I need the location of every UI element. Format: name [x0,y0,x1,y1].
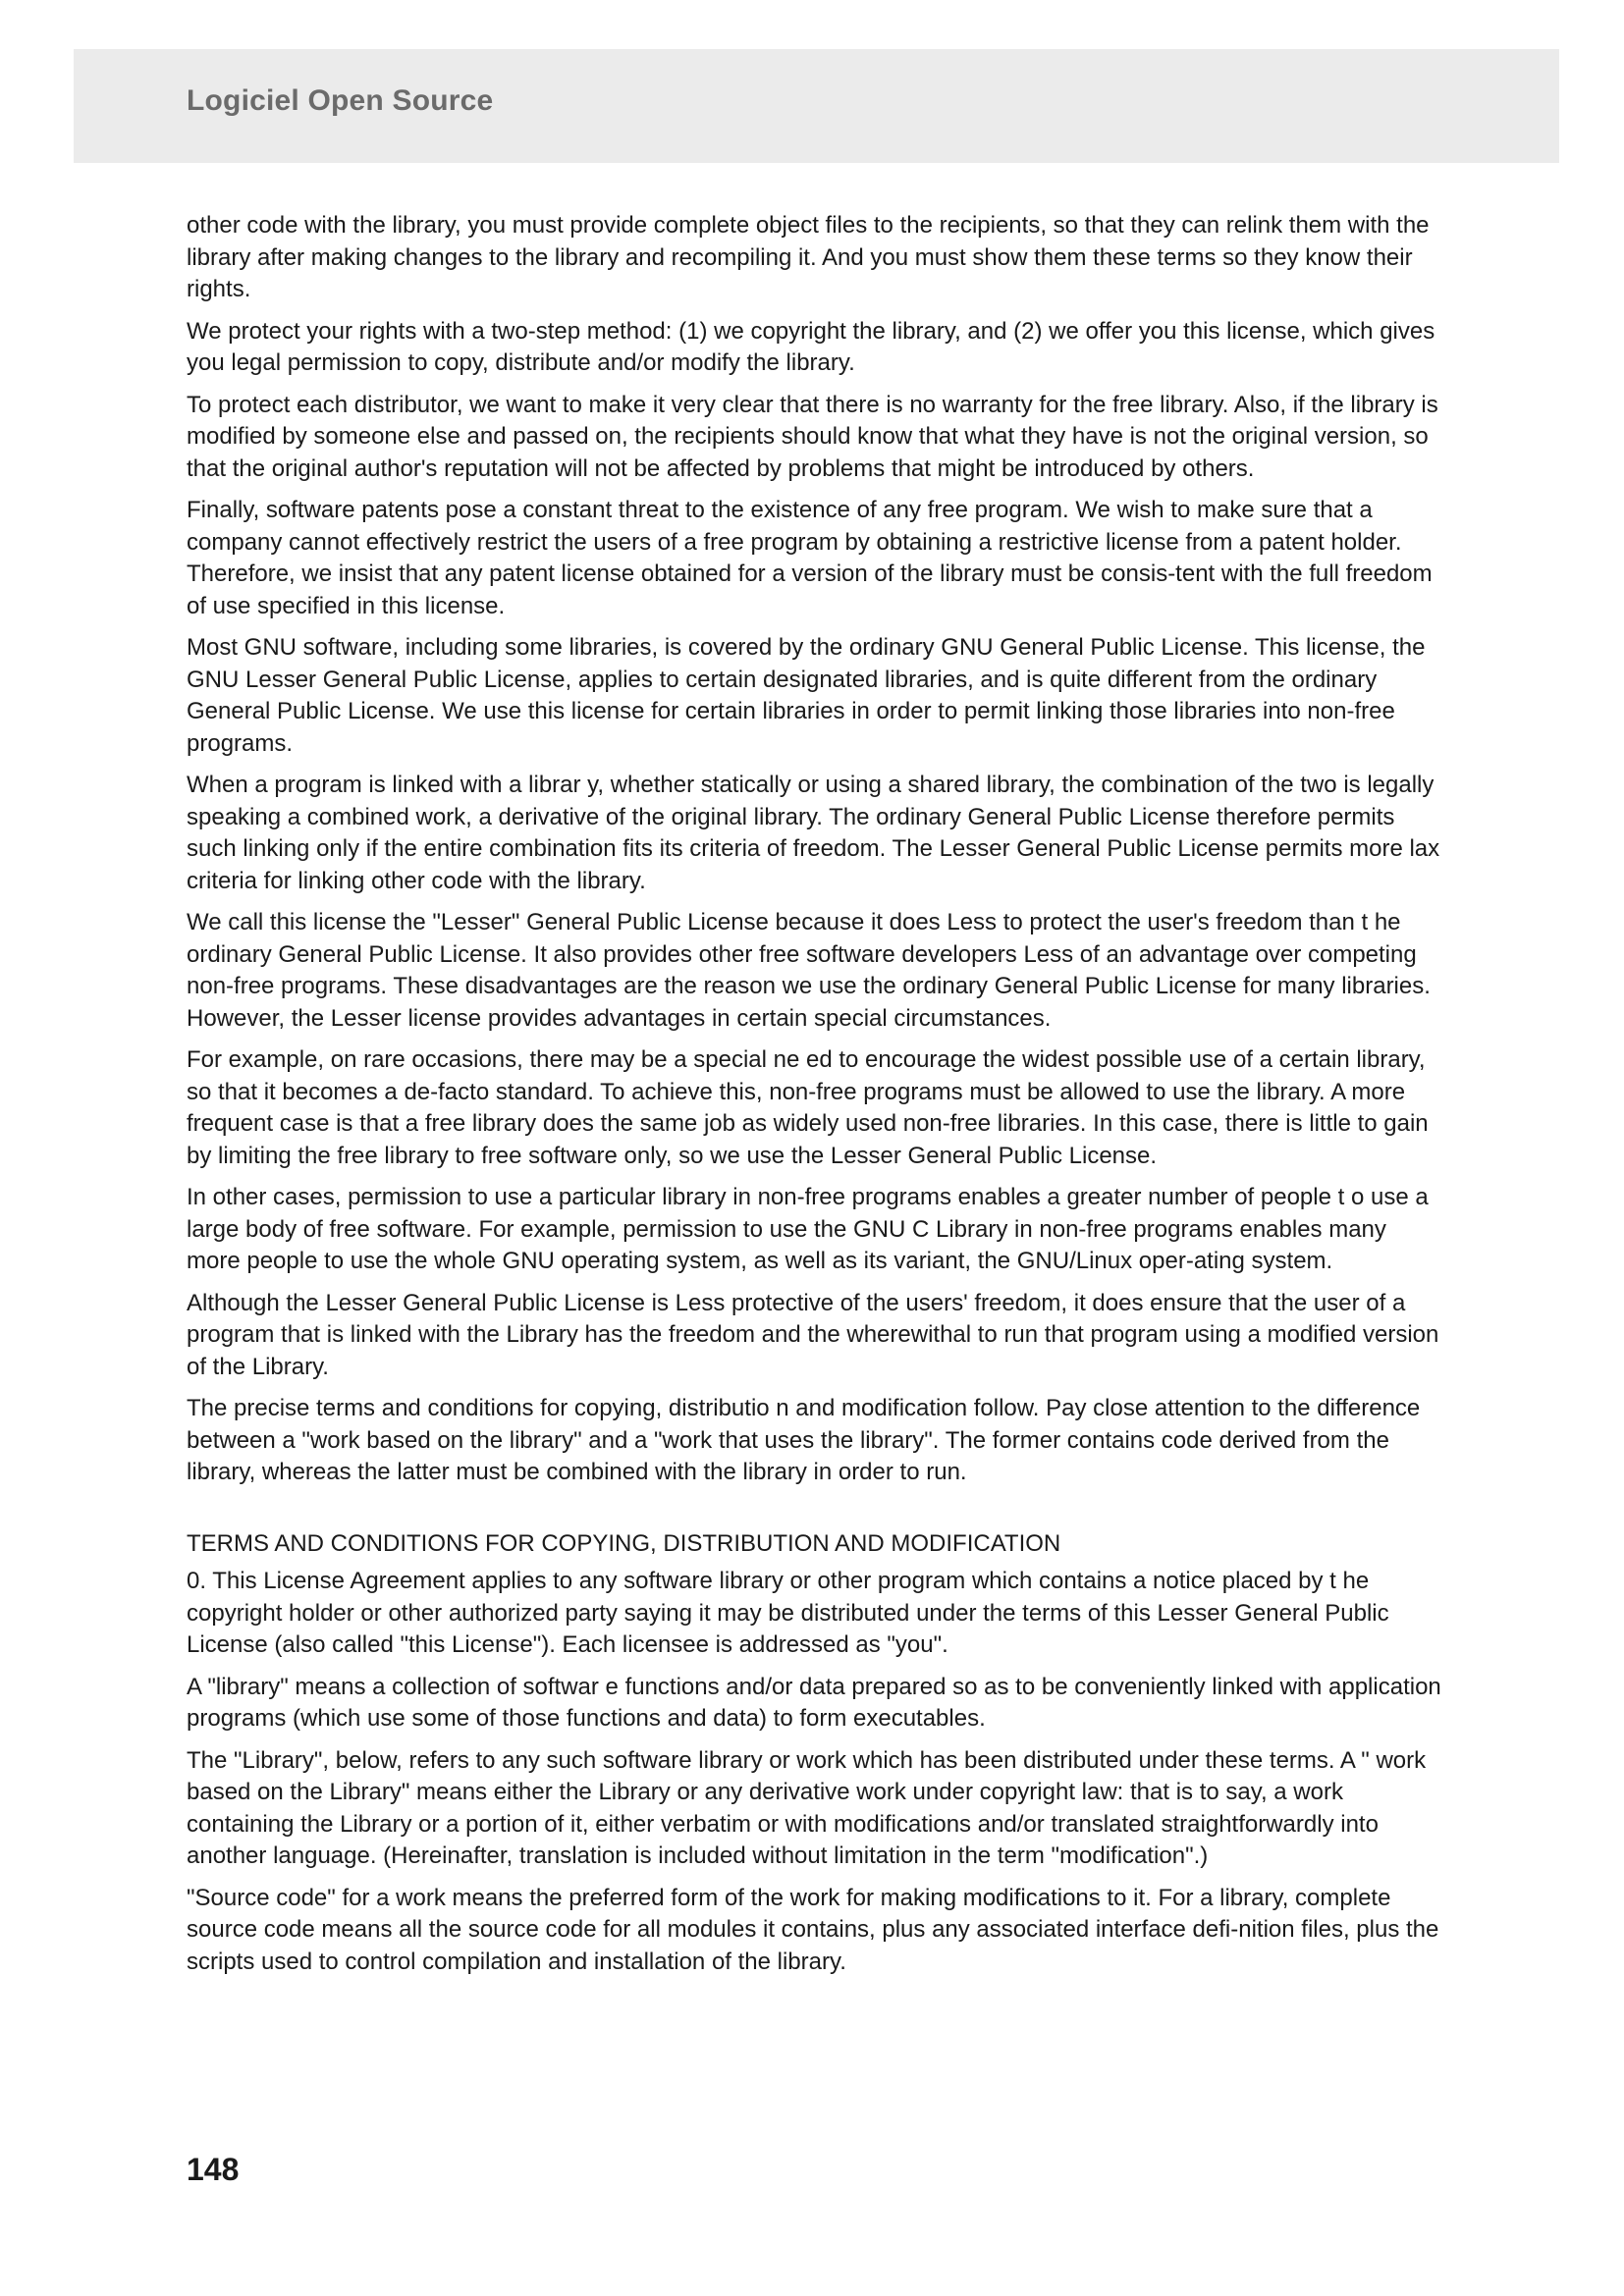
paragraph: 0. This License Agreement applies to any software library or other program which contains a notice placed by t he copyright holder or other authorized party saying it may be distributed under the terms of this Lesser General Public License (also called "this License"). Each licensee is addressed as "you". [187,1568,1389,1658]
paragraph: In other cases, permission to use a particular library in non-free programs enables a greater number of people t o use a large body of free software. For example, permission to use the GNU C Library in non-free programs enables many more people to use the whole GNU operating system, as well as its variant, the GNU/Linux oper-ating system. [187,1184,1429,1274]
paragraph: Most GNU software, including some libraries, is covered by the ordinary GNU General Public License. This license, the GNU Lesser General Public License, applies to certain designated libraries, and is quite different from the ordinary General Public License. We use this license for certain libraries in order to permit linking those libraries into non-free programs. [187,634,1426,757]
paragraph: Although the Lesser General Public License is Less protective of the users' freedom, it does ensure that the user of a program that is linked with the Library has the freedom and the wherewithal to run that program using a modified version of the Library. [187,1289,1439,1380]
paragraph: Finally, software patents pose a constant threat to the existence of any free program. We wish to make sure that a company cannot effectively restrict the users of a free program by obtaining a restrictive license from a patent holder. Therefore, we insist that any patent license obtained for a version of the library must be consis-tent with the full freedom of use specified in this license. [187,497,1433,619]
paragraph: When a program is linked with a librar y, whether statically or using a shared library, the combination of the two is legally speaking a combined work, a derivative of the original library. The ordinary General Public License therefore permits such linking only if the entire combination fits its criteria of freedom. The Lesser General Public License permits more lax criteria for linking other code with the library. [187,772,1440,894]
page-number: 148 [187,2152,240,2187]
page-header [74,49,1559,163]
paragraph: The "Library", below, refers to any such software library or work which has been distributed under these terms. A " work based on the Library" means either the Library or any derivative work under copyright law: that is to say, a work containing the Library or a portion of it, either verbatim or with modifications and/or translated straightforwardly into another language. (Hereinafter, translation is included without limitation in the term "modification".) [187,1746,1427,1869]
section-heading: TERMS AND CONDITIONS FOR COPYING, DISTRIBUTION AND MODIFICATION [187,1529,1061,1557]
paragraph: "Source code" for a work means the preferred form of the work for making modifications to it. For a library, complete source code means all the source code for all modules it contains, plus any associated interface defi-nition files, plus the scripts used to control compilation and installation of the library. [187,1884,1439,1975]
header-title: Logiciel Open Source [187,84,494,117]
paragraph: The precise terms and conditions for copying, distributio n and modification follow. Pay close attention to the difference between a "work based on the library" and a "work that uses the library". The former contains code derived from the library, whereas the latter must be combined with the library in order to run. [187,1395,1421,1485]
paragraph: A "library" means a collection of softwar e functions and/or data prepared so as to be conveniently linked with application programs (which use some of those functions and data) to form executables. [187,1673,1441,1732]
paragraph: For example, on rare occasions, there may be a special ne ed to encourage the widest possible use of a certain library, so that it becomes a de-facto standard. To achieve this, non-free programs must be allowed to use the library. A more frequent case is that a free library does the same job as widely used non-free libraries. In this case, there is little to gain by limiting the free library to free software only, so we use the Lesser General Public License. [187,1046,1429,1169]
document-body [187,210,1443,1988]
paragraph: To protect each distributor, we want to make it very clear that there is no warranty for the free library. Also, if the library is modified by someone else and passed on, the recipients should know that what they have is not the original version, so that the original author's reputation will not be affected by problems that might be introduced by others. [187,391,1438,482]
paragraph: other code with the library, you must provide complete object files to the recipients, so that they can relink them with the library after making changes to the library and recompiling it. And you must show them these terms so they know their rights. [187,212,1430,302]
paragraph: We call this license the "Lesser" General Public License because it does Less to protect the user's freedom than t he ordinary General Public License. It also provides other free software developers Less of an advantage over competing non-free programs. These disadvantages are the reason we use the ordinary General Public License for many libraries. However, the Lesser license provides advantages in certain special circumstances. [187,909,1431,1032]
paragraph: We protect your rights with a two-step method: (1) we copyright the library, and (2) we offer you this license, which gives you legal permission to copy, distribute and/or modify the library. [187,317,1435,376]
